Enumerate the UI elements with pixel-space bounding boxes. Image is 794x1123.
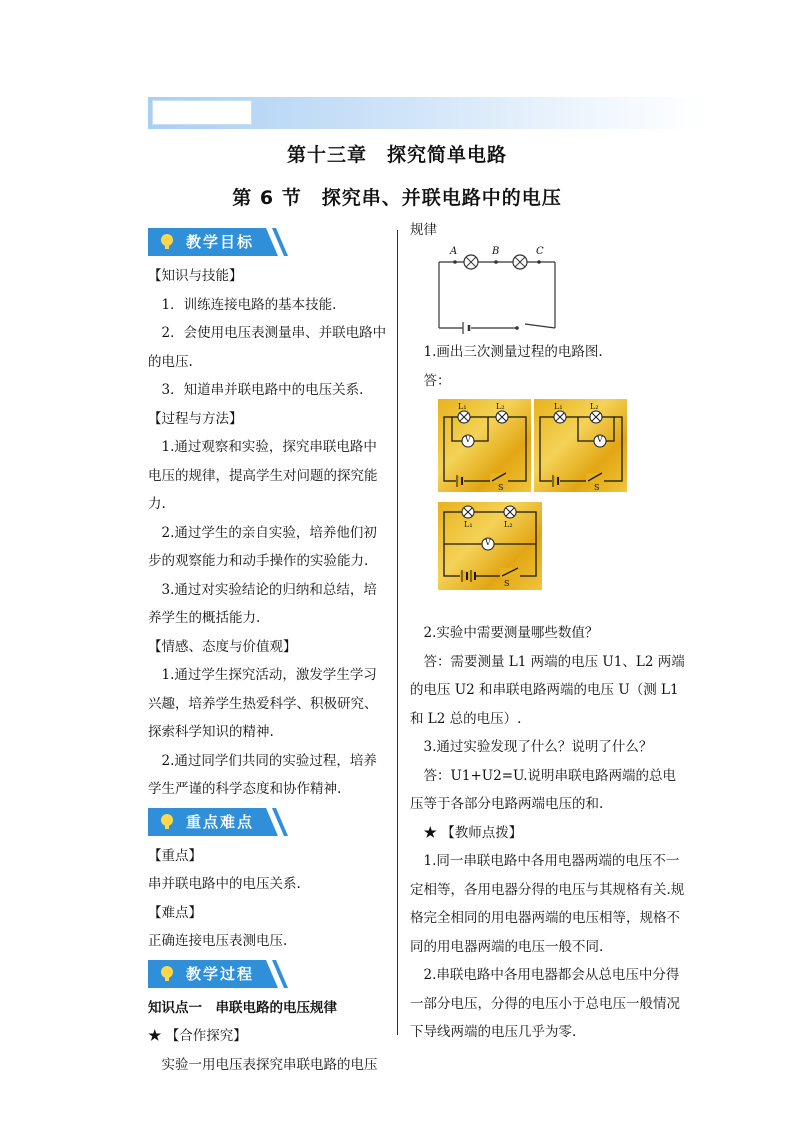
difficulty-text: 正确连接电压表测电压.	[148, 933, 288, 949]
voltmeter-label: V	[465, 435, 471, 444]
switch-label: S	[504, 579, 510, 588]
banner-label: 教学过程	[186, 964, 255, 983]
voltmeter-label: V	[485, 538, 491, 547]
voltmeter-label: V	[597, 435, 603, 444]
point-label-a: A	[450, 246, 458, 257]
questions-block	[410, 619, 686, 1047]
question-2: 2.实验中需要测量哪些数值？	[423, 625, 599, 641]
knowledge-item: 2．会使用电压表测量串、并联电路中的电压.	[148, 325, 387, 370]
question-3: 3.通过实验发现了什么？说明了什么？	[423, 739, 653, 755]
answer-3: 答：U1+U2=U.说明串联电路两端的总电压等于各部分电路两端电压的和.	[410, 767, 676, 812]
lamp-label-l2: L₂	[590, 402, 599, 411]
emotion-title: 【情感、态度与价值观】	[148, 638, 297, 655]
process-title: 【过程与方法】	[148, 410, 243, 427]
point-label-b: B	[492, 246, 500, 257]
trophy-icon	[158, 965, 176, 983]
circuit-figure-2	[534, 399, 627, 492]
circuit-figure-1	[438, 399, 531, 492]
lamp-label-l1: L₁	[554, 402, 563, 411]
banner-label: 教学目标	[186, 233, 255, 251]
header-band	[148, 97, 708, 129]
column-divider	[397, 230, 398, 1035]
right-column	[410, 216, 686, 245]
section-title: 第 6 节 探究串、并联电路中的电压	[232, 187, 562, 209]
question-1: 1.画出三次测量过程的电路图.	[423, 344, 603, 360]
switch-label: S	[594, 483, 600, 492]
banner-label: 重点难点	[186, 812, 255, 831]
key-title: 【重点】	[148, 847, 202, 864]
process-item: 2.通过学生的亲自实验，培养他们初步的观察能力和动手操作的实验能力.	[148, 524, 377, 569]
difficulty-title: 【难点】	[148, 904, 202, 921]
question-1-block	[410, 338, 686, 395]
lamp-label-l1: L₁	[458, 402, 467, 411]
switch-label: S	[498, 483, 504, 492]
circuit-figure-3	[438, 502, 542, 590]
process-item: 3.通过对实验结论的归纳和总结，培养学生的概括能力.	[148, 581, 377, 626]
banner-key-points	[148, 808, 288, 836]
knowledge-point-title: 知识点一 串联电路的电压规律	[148, 999, 337, 1016]
process-item: 1.通过观察和实验，探究串联电路中电压的规律，提高学生对问题的探究能力.	[148, 439, 378, 512]
banner-process	[148, 960, 288, 988]
point-label-c: C	[536, 246, 544, 257]
knowledge-item: 3．知道串并联电路中的电压关系.	[161, 382, 364, 398]
teacher-tip-1: 1.同一串联电路中各用电器两端的电压不一定相等，各用电器分得的电压与其规格有关.规格完全相同的用电器两端的电压相等，规格不同的用电器两端的电压一般不同.	[410, 853, 685, 955]
banner-objectives	[148, 228, 288, 256]
answer-label: 答：	[423, 372, 451, 389]
lamp-label-l1: L₁	[464, 520, 473, 529]
teacher-tip-title: ★ 【教师点拨】	[423, 824, 523, 841]
knowledge-item: 1．训练连接电路的基本技能.	[161, 296, 337, 313]
emotion-item: 2.通过同学们共同的实验过程，培养学生严谨的科学态度和协作精神.	[148, 752, 377, 797]
continued-text: 规律	[410, 222, 437, 238]
chapter-title: 第十三章 探究简单电路	[286, 144, 507, 166]
cooperative-title: ★ 【合作探究】	[148, 1028, 247, 1044]
left-column	[148, 224, 388, 1079]
lamp-label-l2: L₂	[504, 520, 513, 529]
trophy-icon	[158, 813, 176, 831]
header-box	[152, 100, 252, 125]
answer-2: 答：需要测量 L1 两端的电压 U1、L2 两端的电压 U2 和串联电路两端的电压 U（测 L1 和 L2 总的电压）.	[410, 653, 685, 727]
key-text: 串并联电路中的电压关系.	[148, 876, 301, 892]
trophy-icon	[158, 233, 176, 251]
emotion-item: 1.通过学生探究活动，激发学生学习兴趣，培养学生热爱科学、积极研究、探索科学知识的精神.	[148, 667, 378, 740]
lamp-label-l2: L₂	[496, 402, 505, 411]
teacher-tip-2: 2.串联电路中各用电器都会从总电压中分得一部分电压，分得的电压小于总电压一般情况下导线两端的电压几乎为零.	[410, 967, 680, 1040]
knowledge-title: 【知识与技能】	[148, 268, 243, 284]
experiment-text: 实验一用电压表探究串联电路的电压	[161, 1056, 378, 1073]
series-circuit-diagram	[435, 250, 560, 334]
